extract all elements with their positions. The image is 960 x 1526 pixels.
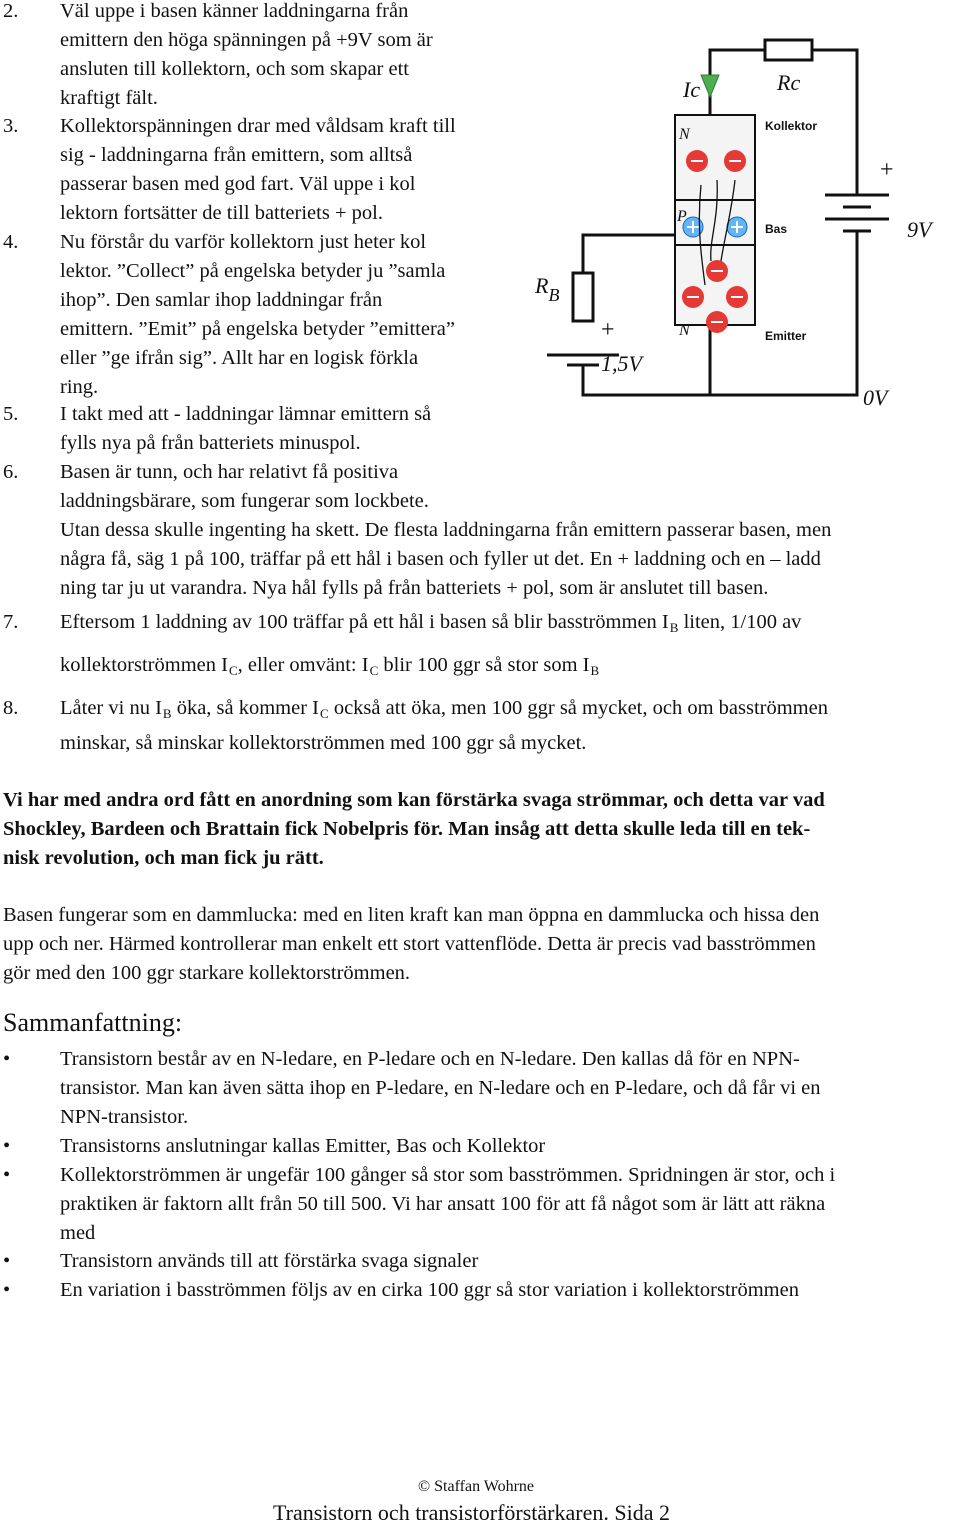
text-line: ansluten till kollektorn, och som skapar ett	[60, 58, 410, 80]
text-line: Transistorns anslutningar kallas Emitter, Bas och Kollektor	[60, 1135, 546, 1157]
text-line: fylls nya på från batteriets minuspol.	[60, 432, 361, 454]
bullet-icon: •	[3, 1250, 11, 1272]
text-line: praktiken är faktorn allt från 50 till 500. Vi har ansatt 100 för att få något som är lätt att räkna	[60, 1193, 826, 1215]
list-number: 7.	[3, 611, 19, 633]
text-line: emittern. ”Emit” på engelska betyder ”emittera”	[60, 318, 456, 340]
bas-label: Bas	[765, 222, 788, 236]
0v-label: 0V	[863, 385, 888, 410]
rb-text: R	[535, 273, 549, 298]
base-wire	[583, 235, 675, 265]
text-run: öka, så kommer I	[171, 697, 320, 719]
subscript: C	[320, 706, 329, 721]
emitter-label: Emitter	[765, 329, 807, 343]
text-line: eller ”ge ifrån sig”. Allt har en logisk förkla	[60, 347, 419, 369]
text-line	[60, 608, 801, 642]
bullet-icon: •	[3, 1164, 11, 1186]
text-run: blir 100 ggr så stor som I	[378, 654, 590, 676]
text-line: Nu förstår du varför kollektorn just heter kol	[60, 231, 427, 253]
text-line: ring.	[60, 376, 99, 398]
transistor-circuit-diagram	[525, 35, 955, 415]
text-line: sig - laddningarna från emittern, som alltså	[60, 144, 413, 166]
p-label: P	[677, 208, 687, 225]
text-line: upp och ner. Härmed kontrollerar man enkelt ett stort vattenflöde. Detta är precis vad basströmmen	[3, 933, 816, 955]
text-line: En variation i basströmmen följs av en cirka 100 ggr så stor variation i kollektorströmmen	[60, 1279, 799, 1301]
text-run: också att öka, men 100 ggr så mycket, och om basströmmen	[328, 697, 828, 719]
text-line: Kollektorspänningen drar med våldsam kraft till	[60, 115, 456, 137]
text-line: Transistorn används till att förstärka svaga signaler	[60, 1250, 479, 1272]
rb-resistor	[573, 273, 593, 321]
text-run: Eftersom 1 laddning av 100 träffar på ett hål i basen så blir basströmmen I	[60, 611, 669, 633]
text-line: Kollektorströmmen är ungefär 100 gånger så stor som basströmmen. Spridningen är stor, och i	[60, 1164, 836, 1186]
text-line: nisk revolution, och man fick ju rätt.	[3, 847, 324, 869]
text-line: minskar, så minskar kollektorströmmen med 100 ggr så mycket.	[60, 732, 587, 754]
rb-subscript: B	[548, 285, 560, 305]
list-number: 5.	[3, 403, 19, 425]
text-line: Väl uppe i basen känner laddningarna från	[60, 0, 409, 22]
copyright: © Staffan Wohrne	[418, 1478, 535, 1495]
text-line: med	[60, 1222, 96, 1244]
text-line: ning tar ju ut varandra. Nya hål fylls på från batteriets + pol, som är anslutet till basen.	[60, 577, 769, 599]
text-line: passerar basen med god fart. Väl uppe i kol	[60, 173, 416, 195]
kollektor-label: Kollektor	[765, 119, 818, 133]
subscript: B	[162, 706, 172, 721]
bullet-icon: •	[3, 1135, 11, 1157]
text-run: Låter vi nu I	[60, 697, 162, 719]
1-5v-label: 1,5V	[601, 351, 642, 376]
bold-paragraph	[3, 786, 825, 873]
text-line: laddningsbärare, som fungerar som lockbete.	[60, 490, 429, 512]
rc-resistor	[765, 40, 812, 60]
text-line: Utan dessa skulle ingenting ha skett. De flesta laddningarna från emittern passerar basen, men	[60, 519, 832, 541]
bullet-icon: •	[3, 1279, 11, 1301]
plus-1-5v-label: +	[601, 317, 615, 343]
text-line: Basen fungerar som en dammlucka: med en liten kraft kan man öppna en dammlucka och hissa den	[3, 904, 820, 926]
rb-label	[534, 273, 559, 305]
list-number: 3.	[3, 115, 19, 137]
text-line: några få, säg 1 på 100, träffar på ett hål i basen och fyller ut det. En + laddning och en – ladd	[60, 548, 821, 570]
plus-9v-label: +	[880, 157, 894, 183]
text-run: liten, 1/100 av	[678, 611, 802, 633]
page-footer-title: Transistorn och transistorförstärkaren. Sida 2	[273, 1500, 670, 1525]
current-arrow-icon	[701, 75, 719, 97]
text-line: Basen är tunn, och har relativt få positiva	[60, 461, 399, 483]
text-line: Transistorn består av en N-ledare, en P-ledare och en N-ledare. Den kallas då för en NPN-	[60, 1048, 800, 1070]
subscript: C	[369, 663, 379, 678]
text-line: kraftigt fält.	[60, 87, 158, 109]
text-run: kollektorströmmen I	[60, 654, 228, 676]
text-line: NPN-transistor.	[60, 1106, 189, 1128]
text-line: I takt med att - laddningar lämnar emittern så	[60, 403, 432, 425]
bullet-icon: •	[3, 1048, 11, 1070]
list-number: 8.	[3, 697, 19, 719]
subscript: B	[590, 663, 600, 678]
subscript: B	[669, 620, 679, 635]
text-line: Shockley, Bardeen och Brattain fick Nobelpris för. Man insåg att detta skulle leda till en tek-	[3, 818, 811, 840]
text-line	[60, 651, 599, 685]
rc-label: Rc	[777, 70, 801, 95]
subscript: C	[228, 663, 238, 678]
ic-label: Ic	[683, 77, 701, 102]
text-line: lektorn fortsätter de till batteriets + pol.	[60, 202, 383, 224]
text-line: lektor. ”Collect” på engelska betyder ju ”samla	[60, 260, 446, 282]
summary-heading: Sammanfattning:	[3, 1008, 183, 1037]
list-number: 2.	[3, 0, 19, 22]
n-bottom-label: N	[679, 322, 690, 339]
list-number: 6.	[3, 461, 19, 483]
9v-label: 9V	[907, 217, 932, 242]
text-line: gör med den 100 ggr starkare kollektorströmmen.	[3, 962, 411, 984]
text-line: ihop”. Den samlar ihop laddningar från	[60, 289, 383, 311]
dam-paragraph	[3, 901, 819, 988]
text-line: Vi har med andra ord fått en anordning som kan förstärka svaga strömmar, och detta var vad	[3, 789, 825, 811]
text-line: transistor. Man kan även sätta ihop en P-ledare, en N-ledare och en P-ledare, och då får vi en	[60, 1077, 821, 1099]
text-line	[60, 694, 828, 728]
battery-9v	[825, 195, 889, 231]
collector-wire	[710, 50, 765, 115]
text-run: , eller omvänt: I	[237, 654, 369, 676]
text-line: emittern den höga spänningen på +9V som är	[60, 29, 433, 51]
list-number: 4.	[3, 231, 19, 253]
rc-wire	[812, 50, 857, 195]
n-top-label: N	[679, 126, 690, 143]
